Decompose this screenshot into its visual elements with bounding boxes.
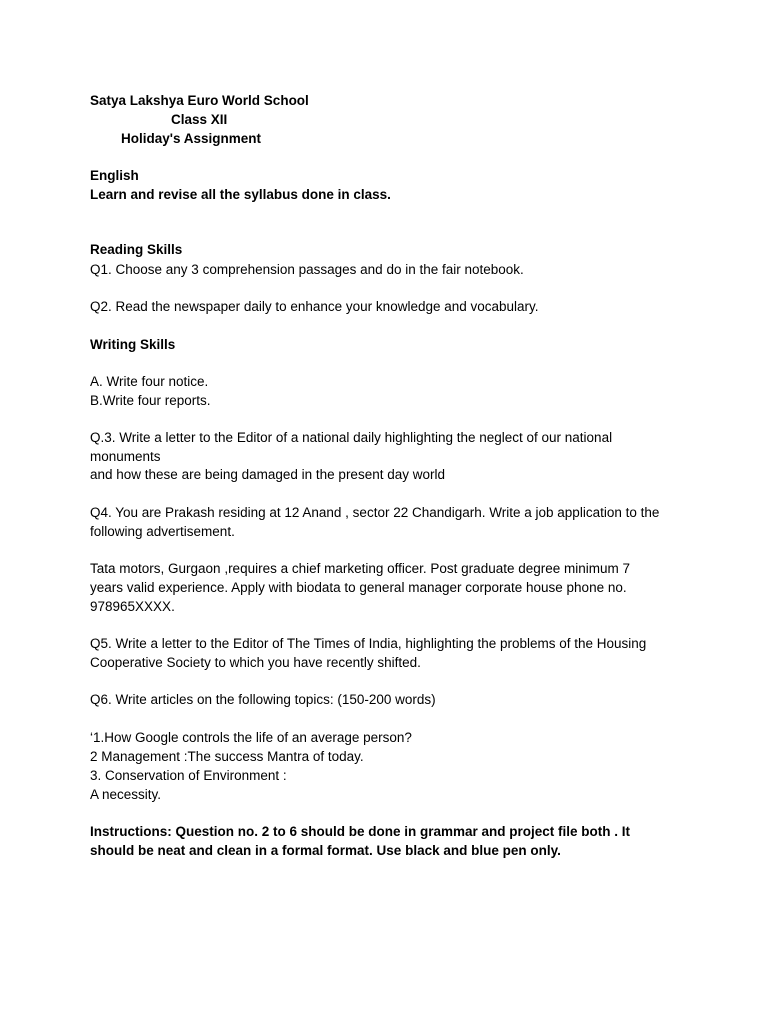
question-4-line-2: following advertisement. [90,524,235,539]
article-topic-2: 2 Management :The success Mantra of today. [90,749,364,764]
question-5-line-1: Q5. Write a letter to the Editor of The Times of India, highlighting the problems of the Housing [90,636,647,651]
class-name: Class XII [171,112,228,127]
task-a: A. Write four notice. [90,374,209,389]
subject-heading: English [90,168,139,183]
question-3-line-3: and how these are being damaged in the present day world [90,467,445,482]
question-6: Q6. Write articles on the following topics: (150-200 words) [90,692,436,707]
question-3-line-2: monuments [90,449,161,464]
question-3-line-1: Q.3. Write a letter to the Editor of a national daily highlighting the neglect of our national [90,430,613,445]
general-instruction: Learn and revise all the syllabus done in class. [90,187,391,202]
article-topic-3-continued: A necessity. [90,787,162,802]
question-5-line-2: Cooperative Society to which you have recently shifted. [90,655,421,670]
writing-skills-heading: Writing Skills [90,337,176,352]
question-4-line-1: Q4. You are Prakash residing at 12 Anand , sector 22 Chandigarh. Write a job application to the [90,505,660,520]
question-1: Q1. Choose any 3 comprehension passages and do in the fair notebook. [90,262,524,277]
advertisement-line-1: Tata motors, Gurgaon ,requires a chief marketing officer. Post graduate degree minimum 7 [90,561,631,576]
advertisement-line-2: years valid experience. Apply with biodata to general manager corporate house phone no. [90,580,627,595]
final-instructions-line-1: Instructions: Question no. 2 to 6 should be done in grammar and project file both . It [90,824,631,839]
article-topic-3: 3. Conservation of Environment : [90,768,287,783]
advertisement-line-3: 978965XXXX. [90,599,175,614]
reading-skills-heading: Reading Skills [90,242,183,257]
task-b: B.Write four reports. [90,393,211,408]
final-instructions-line-2: should be neat and clean in a formal format. Use black and blue pen only. [90,843,561,858]
school-name: Satya Lakshya Euro World School [90,93,309,108]
assignment-title: Holiday's Assignment [121,131,261,146]
question-2: Q2. Read the newspaper daily to enhance your knowledge and vocabulary. [90,299,539,314]
article-topic-1: ‘1.How Google controls the life of an average person? [90,730,412,745]
